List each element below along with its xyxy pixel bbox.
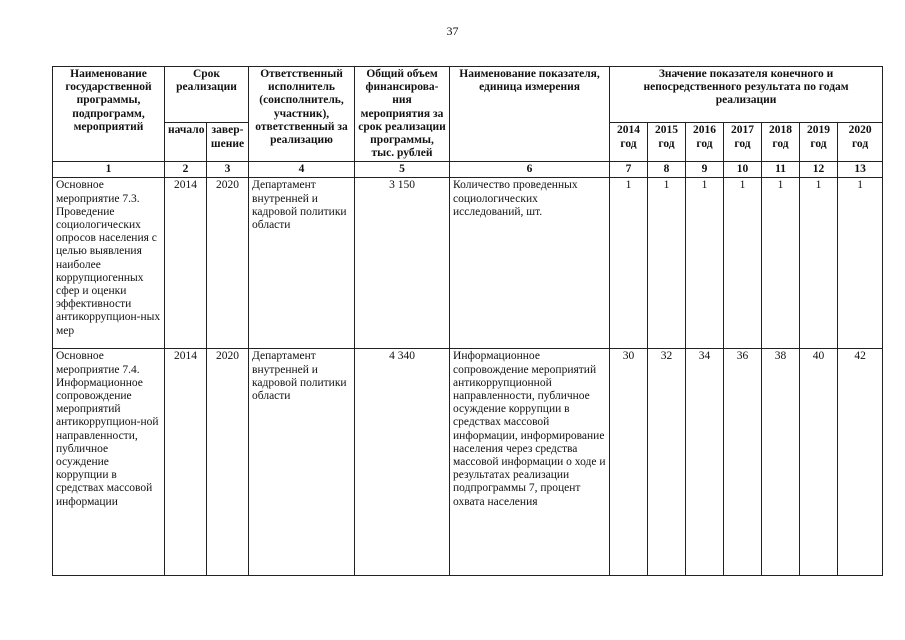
row-value-2014: 1	[610, 178, 648, 349]
row-value-2016: 34	[686, 349, 724, 576]
column-number: 6	[450, 162, 610, 178]
table-row	[53, 349, 883, 576]
row-value-2017: 36	[724, 349, 762, 576]
row-start: 2014	[165, 349, 207, 576]
row-executor: Департамент внутренней и кадровой политики области	[249, 349, 355, 576]
row-value-2019: 40	[800, 349, 838, 576]
program-table	[52, 66, 883, 576]
header-year-2014: 2014 год	[610, 123, 648, 162]
row-finance: 3 150	[355, 178, 450, 349]
column-number: 1	[53, 162, 165, 178]
row-indicator: Информационное сопровождение мероприятий антикоррупционной направленности, публичное осуждение коррупции в средствах массовой информации, информирование населения через средства массовой информации о ходе и результатах реализации подпрограммы 7, процент охвата населения	[450, 349, 610, 576]
column-number: 12	[800, 162, 838, 178]
header-year-2020: 2020 год	[838, 123, 883, 162]
row-name: Основное мероприятие 7.4. Информационное сопровождение мероприятий антикоррупцион-ной направленности, публичное осуждение коррупции в средствах массовой информации	[53, 349, 165, 576]
column-number: 5	[355, 162, 450, 178]
row-value-2019: 1	[800, 178, 838, 349]
row-finance: 4 340	[355, 349, 450, 576]
row-value-2017: 1	[724, 178, 762, 349]
column-number: 4	[249, 162, 355, 178]
table-row	[53, 178, 883, 349]
row-end: 2020	[207, 178, 249, 349]
header-year-2015: 2015 год	[648, 123, 686, 162]
row-value-2020: 42	[838, 349, 883, 576]
column-number: 10	[724, 162, 762, 178]
header-period: Срок реализации	[165, 67, 249, 123]
row-value-2015: 32	[648, 349, 686, 576]
column-number: 11	[762, 162, 800, 178]
row-value-2018: 1	[762, 178, 800, 349]
column-number: 7	[610, 162, 648, 178]
row-value-2015: 1	[648, 178, 686, 349]
header-year-2016: 2016 год	[686, 123, 724, 162]
row-value-2014: 30	[610, 349, 648, 576]
header-executor: Ответственный исполнитель (соисполнитель, участник), ответственный за реализацию	[249, 67, 355, 162]
page-number: 37	[446, 24, 459, 38]
header-start: начало	[165, 123, 207, 162]
row-name: Основное мероприятие 7.3. Проведение социологических опросов населения с целью выявления наиболее коррупциогенных сфер и оценки эффективности антикоррупцион-ных мер	[53, 178, 165, 349]
row-value-2018: 38	[762, 349, 800, 576]
header-name: Наименование государственной программы, подпрограмм, мероприятий	[53, 67, 165, 162]
row-value-2016: 1	[686, 178, 724, 349]
column-number-row	[53, 162, 883, 178]
column-number: 2	[165, 162, 207, 178]
column-number: 8	[648, 162, 686, 178]
row-end: 2020	[207, 349, 249, 576]
header-finance: Общий объем финансирова-ния мероприятия за срок реализации программы, тыс. рублей	[355, 67, 450, 162]
header-values: Значение показателя конечного и непосредственного результата по годам реализации	[610, 67, 883, 123]
column-number: 9	[686, 162, 724, 178]
row-value-2020: 1	[838, 178, 883, 349]
row-executor: Департамент внутренней и кадровой политики области	[249, 178, 355, 349]
header-year-2018: 2018 год	[762, 123, 800, 162]
header-indicator: Наименование показателя, единица измерения	[450, 67, 610, 162]
column-number: 3	[207, 162, 249, 178]
header-end: завер-шение	[207, 123, 249, 162]
row-indicator: Количество проведенных социологических исследований, шт.	[450, 178, 610, 349]
header-year-2019: 2019 год	[800, 123, 838, 162]
header-year-2017: 2017 год	[724, 123, 762, 162]
row-start: 2014	[165, 178, 207, 349]
column-number: 13	[838, 162, 883, 178]
